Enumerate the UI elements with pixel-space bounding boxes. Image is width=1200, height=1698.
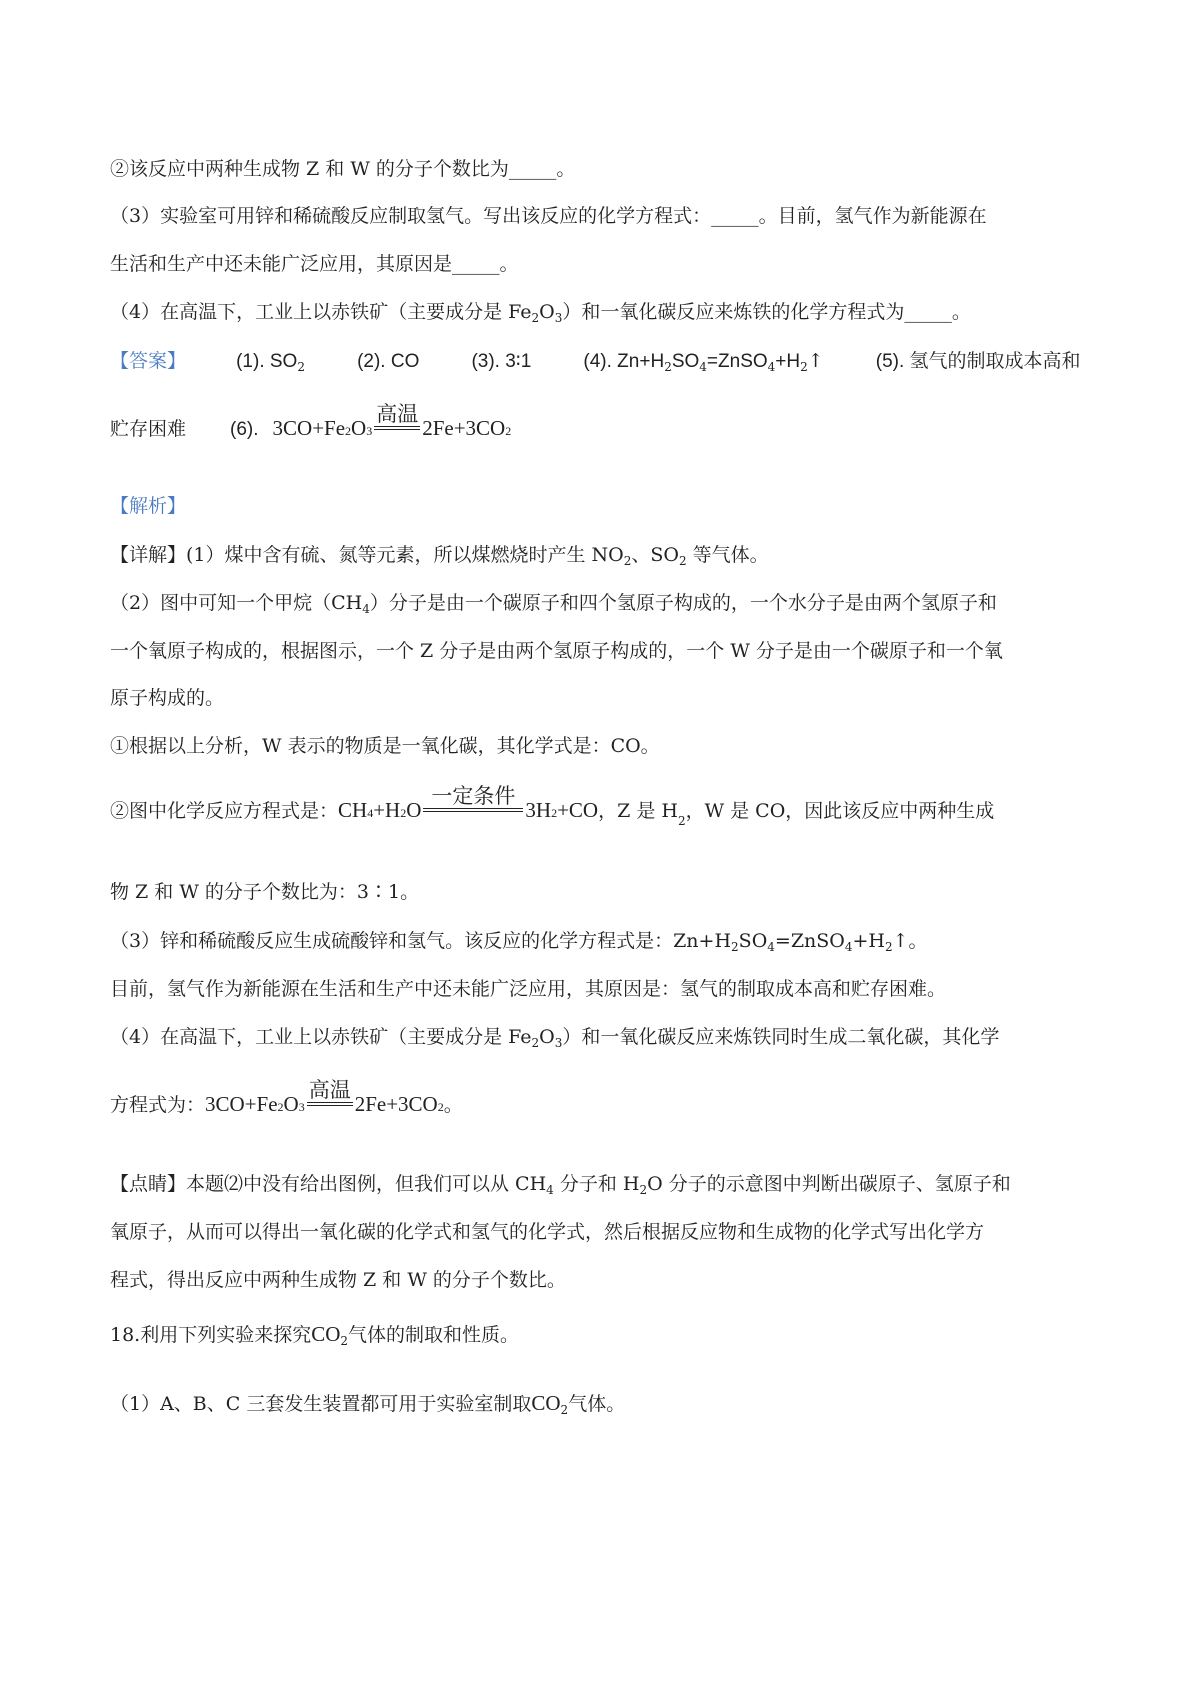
- answer-6: (6).: [230, 419, 259, 440]
- detail-text: ）分子是由一个碳原子和四个氢原子构成的，一个水分子是由两个氢原子和: [369, 592, 997, 614]
- detail-text: =ZnSO: [774, 930, 845, 952]
- q18-sub1-text: 气体。: [568, 1393, 626, 1415]
- comment-line3: 程式，得出反应中两种生成物 Z 和 W 的分子个数比。: [110, 1269, 566, 1291]
- detail-p2-line2: 一个氧原子构成的，根据图示，一个 Z 分子是由两个氢原子构成的，一个 W 分子是由一个碳原子和一个氧: [110, 640, 1003, 662]
- detail-text: ，Z 是 H: [598, 800, 678, 822]
- detail-text: SO: [738, 930, 768, 952]
- q18-title: [110, 1322, 520, 1348]
- answer-4-part: =ZnSO: [706, 351, 768, 372]
- subscript: 2: [664, 360, 672, 374]
- subscript: 3: [554, 1036, 563, 1050]
- eq-reactants-o: O: [351, 416, 367, 440]
- detail-text: 。: [443, 1094, 463, 1116]
- detail-text: 、SO: [631, 544, 679, 566]
- comment-line2: 氧原子，从而可以得出一氧化碳的化学式和氢气的化学式，然后根据反应物和生成物的化学式写出化学方: [110, 1221, 985, 1243]
- eq-part: +H: [373, 798, 401, 822]
- detail-p7-line2: [110, 1078, 463, 1116]
- answer-line: [110, 350, 1081, 374]
- reaction-arrow: [423, 784, 523, 817]
- reaction-arrow: [374, 402, 420, 435]
- q18-text: 18.利用下列实验来探究: [110, 1324, 312, 1346]
- answer-3: (3). 3∶1: [471, 351, 532, 372]
- detail-text: ↑。: [892, 930, 928, 952]
- eq-part: 2Fe+3CO: [354, 1092, 438, 1116]
- detail-text: ②图中化学反应方程式是：: [110, 800, 339, 822]
- subscript: 2: [800, 360, 808, 374]
- detail-p5: [110, 930, 928, 954]
- detail-text: ）和一氧化碳反应来炼铁同时生成二氧化碳，其化学: [562, 1026, 1000, 1048]
- answer-line-2: [110, 402, 512, 440]
- eq-part: O: [283, 1092, 299, 1116]
- eq-reactants: 3CO+Fe: [272, 416, 346, 440]
- detail-p4: ②图中化学反应方程式是： CH 4 +H 2 O 一定条件 3H 2 +CO ，Z 是 H 2 ，W 是 CO，因此该反应中两种生成: [110, 784, 995, 828]
- subscript: 3: [554, 311, 563, 325]
- subscript: 2: [731, 940, 739, 954]
- q18-sub1: [110, 1391, 626, 1417]
- detail-p3: ①根据以上分析，W 表示的物质是一氧化碳，其化学式是：CO。: [110, 735, 660, 757]
- q4-line: [110, 301, 971, 325]
- answer-blank: _____: [508, 158, 557, 180]
- reaction-condition: 一定条件: [431, 784, 516, 808]
- eq-part: +CO: [557, 798, 599, 822]
- detail-text: （4）在高温下，工业上以赤铁矿（主要成分是 Fe: [110, 1026, 532, 1048]
- q2-2-line: [110, 160, 575, 179]
- q4-text-o: O: [539, 301, 555, 323]
- eq-part: O: [406, 798, 422, 822]
- q4-text: （4）在高温下，工业上以赤铁矿（主要成分是 Fe: [110, 301, 532, 323]
- q3-text-2: 生活和生产中还未能广泛应用，其原因是: [110, 253, 453, 275]
- subscript: 2: [297, 360, 305, 374]
- detail-p4-line2: 物 Z 和 W 的分子个数比为：3∶1。: [110, 881, 420, 903]
- reaction-condition: 高温: [376, 402, 419, 426]
- eq-part: CH: [338, 798, 368, 822]
- comment-text: 分子和 H: [553, 1173, 640, 1195]
- equation-ironmaking-2: 3CO+Fe 2 O 3 高温 2Fe+3CO 2: [205, 1078, 444, 1116]
- eq-part: 3H: [525, 798, 552, 822]
- subscript: 4: [362, 602, 370, 616]
- subscript: 4: [844, 940, 853, 954]
- answer-4-part: +H: [775, 351, 801, 372]
- reaction-condition: 高温: [308, 1078, 351, 1102]
- subscript: 2: [531, 1036, 540, 1050]
- subscript: 2: [623, 554, 632, 568]
- eq-products: 2Fe+3CO: [422, 416, 506, 440]
- answer-4-part: SO: [671, 351, 700, 372]
- q2-2-text: ②该反应中两种生成物 Z 和 W 的分子个数比为: [110, 158, 509, 180]
- reaction-arrow: [307, 1078, 353, 1111]
- q3-end: 。: [499, 253, 519, 275]
- eq-part: 3CO+Fe: [205, 1092, 278, 1116]
- subscript: 4: [699, 360, 707, 374]
- answer-blank: _____: [904, 301, 952, 323]
- subscript: 2: [639, 1183, 648, 1197]
- subscript: 2: [678, 554, 687, 568]
- q18-sub1-text: （1）A、B、C 三套发生装置都可用于实验室制取: [110, 1393, 532, 1415]
- answer-1: (1). SO: [236, 351, 298, 372]
- equation-methane: CH 4 +H 2 O 一定条件 3H 2 +CO: [338, 784, 599, 822]
- detail-p1: [110, 544, 769, 568]
- answer-4: (4). Zn+H: [583, 351, 665, 372]
- answer-5-cont: 贮存困难: [110, 418, 187, 440]
- subscript: 2: [885, 940, 893, 954]
- detail-text: +H: [852, 930, 885, 952]
- answer-5: (5). 氢气的制取成本高和: [875, 351, 1081, 372]
- subscript: 4: [546, 1183, 554, 1197]
- q4-end: 。: [951, 301, 971, 323]
- comment-text: 【点睛】本题⑵中没有给出图例，但我们可以从 CH: [110, 1173, 547, 1195]
- answer-blank: _____: [452, 253, 500, 275]
- q3-line2: [110, 255, 519, 274]
- comment-line1: [110, 1173, 1011, 1197]
- q4-text-cont: ）和一氧化碳反应来炼铁的化学方程式为: [562, 301, 905, 323]
- up-arrow-symbol: ↑: [807, 350, 824, 372]
- answer-label: 【答案】: [110, 350, 187, 372]
- co-formula: CO: [311, 1322, 341, 1346]
- q18-text: 气体的制取和性质。: [348, 1324, 520, 1346]
- detail-text: （3）锌和稀硫酸反应生成硫酸锌和氢气。该反应的化学方程式是：Zn+H: [110, 930, 732, 952]
- detail-text: ，W 是 CO，因此该反应中两种生成: [685, 800, 995, 822]
- detail-text: （2）图中可知一个甲烷（CH: [110, 592, 363, 614]
- subscript: 2: [340, 1334, 349, 1348]
- detail-text: 方程式为：: [110, 1094, 206, 1116]
- answer-2: (2). CO: [357, 351, 420, 372]
- subscript: 2: [560, 1403, 569, 1417]
- subscript: 4: [767, 940, 775, 954]
- detail-text: O: [539, 1026, 555, 1048]
- co-formula: CO: [531, 1391, 561, 1415]
- comment-text: O 分子的示意图中判断出碳原子、氢原子和: [647, 1173, 1011, 1195]
- q3-text: （3）实验室可用锌和稀硫酸反应制取氢气。写出该反应的化学方程式：: [110, 205, 712, 227]
- q3-line1: [110, 207, 987, 226]
- subscript: 4: [767, 360, 776, 374]
- detail-text: 【详解】(1）煤中含有硫、氮等元素，所以煤燃烧时产生 NO: [110, 544, 624, 566]
- equation-ironmaking: 3CO+Fe 2 O 3 高温 2Fe+3CO 2: [272, 402, 512, 440]
- q2-2-end: 。: [556, 158, 576, 180]
- q3-text-cont: 。目前，氢气作为新能源在: [758, 205, 987, 227]
- detail-p2: [110, 592, 997, 616]
- detail-text: 等气体。: [686, 544, 769, 566]
- analysis-label: 【解析】: [110, 495, 187, 517]
- detail-p2-line3: 原子构成的。: [110, 687, 225, 709]
- detail-p7: [110, 1026, 1000, 1050]
- detail-p6: 目前，氢气作为新能源在生活和生产中还未能广泛应用，其原因是：氢气的制取成本高和贮存困难。: [110, 978, 947, 1000]
- answer-blank: _____: [711, 205, 759, 227]
- subscript: 2: [531, 311, 540, 325]
